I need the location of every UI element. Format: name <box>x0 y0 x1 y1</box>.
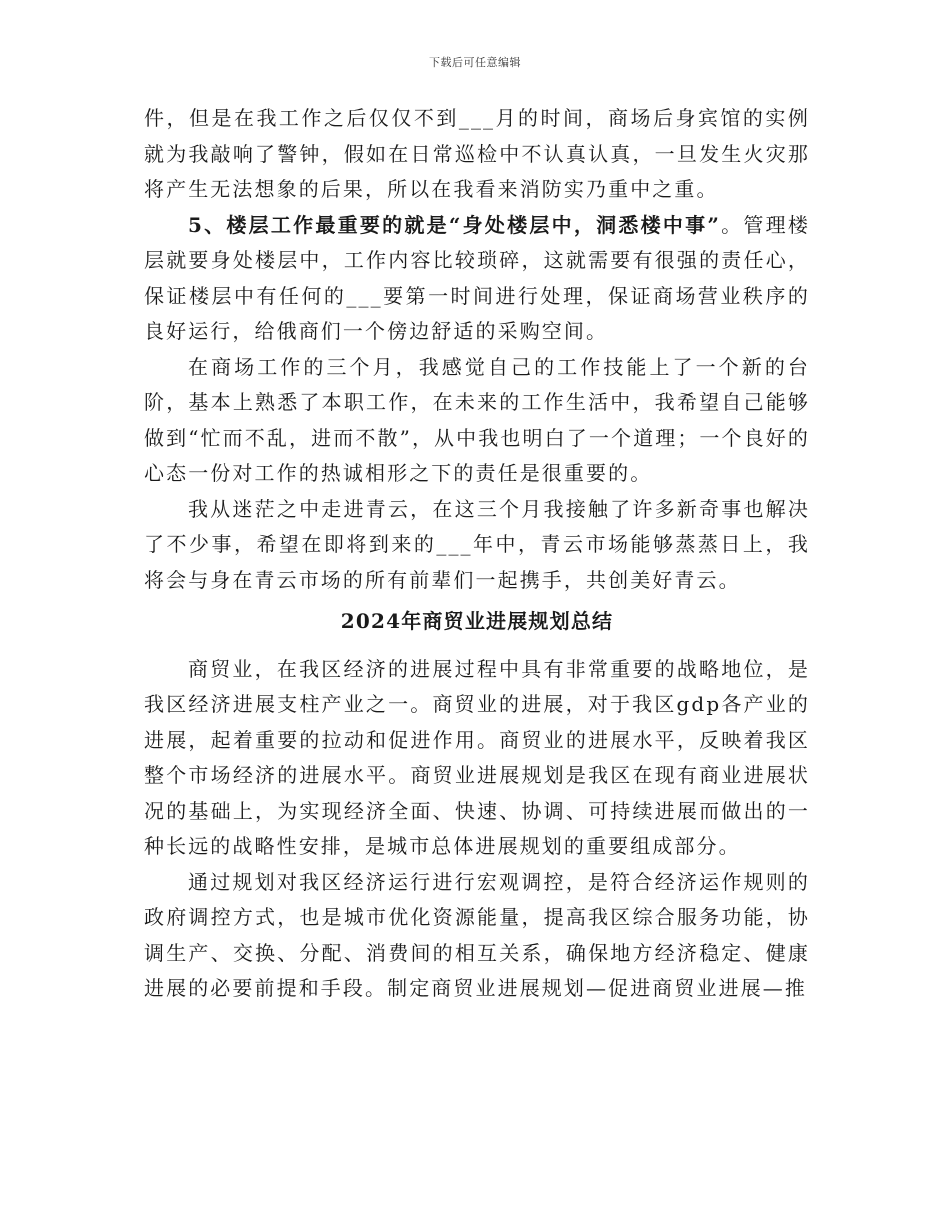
paragraph-floor-work-heading: 5、楼层工作最重要的就是“身处楼层中，洞悉楼中事” <box>188 212 721 237</box>
section-title: 2024年商贸业进展规划总结 <box>340 609 614 633</box>
paragraph-commerce-intro: 商贸业，在我区经济的进展过程中具有非常重要的战略地位，是我区经济进展支柱产业之一。商贸业的进展，对于我区gdp各产业的进展，起着重要的拉动和促进作用。商贸业的进展水平，反映着我区整个市场经济的进展水平。商贸业进展规划是我区在现有商业进展状况的基础上，为实现经济全面、快速、协调、可持续进展而做出的一种长远的战略性安排，是城市总体进展规划的重要组成部分。 <box>144 656 810 858</box>
paragraph-macro-control: 通过规划对我区经济运行进行宏观调控，是符合经济运作规则的政府调控方式，也是城市优化资源能量，提高我区综合服务功能，协调生产、交换、分配、消费间的相互关系，确保地方经济稳定、健康进展的必要前提和手段。制定商贸业进展规划—促进商贸业进展—推 <box>144 869 810 1000</box>
page-header: 下载后可任意编辑 <box>429 56 521 69</box>
document-body <box>144 101 810 1007</box>
paragraph-fire-safety: 件，但是在我工作之后仅仅不到___月的时间，商场后身宾馆的实例就为我敲响了警钟，假如在日常巡检中不认真认真，一旦发生火灾那将产生无法想象的后果，所以在我看来消防实乃重中之重。 <box>144 106 810 201</box>
paragraph-qingyun: 我从迷茫之中走进青云，在这三个月我接触了许多新奇事也解决了不少事，希望在即将到来的___年中，青云市场能够蒸蒸日上，我将会与身在青云市场的所有前辈们一起携手，共创美好青云。 <box>144 496 810 592</box>
paragraph-floor-work <box>144 208 810 350</box>
paragraph-three-months: 在商场工作的三个月，我感觉自己的工作技能上了一个新的台阶，基本上熟悉了本职工作，在未来的工作生活中，我希望自己能够做到“忙而不乱，进而不散”，从中我也明白了一个道理；一个良好的心态一份对工作的热诚相形之下的责任是很重要的。 <box>144 354 810 485</box>
paragraph-floor-work-text: 。管理楼层就要身处楼层中，工作内容比较琐碎，这就需要有很强的责任心，保证楼层中有任何的___要第一时间进行处理，保证商场营业秩序的良好运行，给俄商们一个傍边舒适的采购空间。 <box>144 212 810 343</box>
